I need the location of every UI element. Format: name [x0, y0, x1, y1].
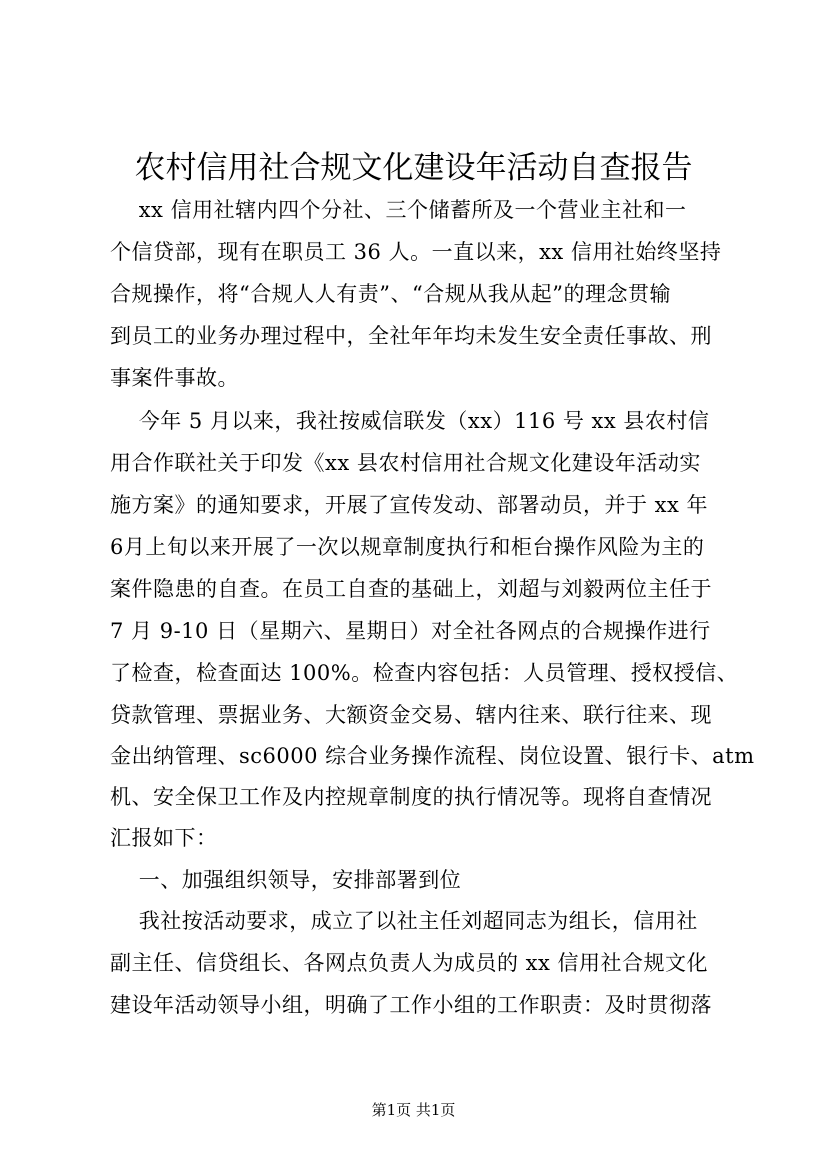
- body-line-7: 用合作联社关于印发《xx 县农村信用社合规文化建设年活动实: [110, 451, 701, 475]
- document-title: 农村信用社合规文化建设年活动自查报告: [134, 150, 693, 186]
- body-line-5: 事案件事故。: [110, 366, 239, 390]
- body-line-6: 今年 5 月以来，我社按威信联发（xx）116 号 xx 县农村信: [110, 409, 710, 433]
- page-footer: 第1页 共1页: [371, 1101, 456, 1119]
- body-line-10: 案件隐患的自查。在员工自查的基础上，刘超与刘毅两位主任于: [110, 577, 712, 601]
- body-line-20: 建设年活动领导小组，明确了工作小组的工作职责：及时贯彻落: [110, 993, 712, 1017]
- body-line-9: 6月上旬以来开展了一次以规章制度执行和柜台操作风险为主的: [110, 535, 705, 559]
- body-line-14: 金出纳管理、sc6000 综合业务操作流程、岗位设置、银行卡、atm: [110, 744, 755, 768]
- body-line-15: 机、安全保卫工作及内控规章制度的执行情况等。现将自查情况: [110, 785, 712, 809]
- body-line-1: xx 信用社辖内四个分社、三个储蓄所及一个营业主社和一: [110, 198, 687, 222]
- body-line-19: 副主任、信贷组长、各网点负责人为成员的 xx 信用社合规文化: [110, 951, 709, 975]
- body-line-3: 合规操作，将“合规人人有责”、“合规从我从起”的理念贯输: [110, 282, 671, 306]
- body-line-8: 施方案》的通知要求，开展了宣传发动、部署动员，并于 xx 年: [110, 493, 709, 517]
- body-line-12: 了检查，检查面达 100%。检查内容包括：人员管理、授权授信、: [110, 661, 739, 685]
- section-heading-1: 一、加强组织领导，安排部署到位: [110, 868, 462, 892]
- body-line-4: 到员工的业务办理过程中，全社年年均未发生安全责任事故、刑: [110, 324, 712, 348]
- body-line-13: 贷款管理、票据业务、大额资金交易、辖内往来、联行往来、现: [110, 703, 712, 727]
- body-line-18: 我社按活动要求，成立了以社主任刘超同志为组长，信用社: [110, 909, 698, 933]
- body-line-16: 汇报如下：: [110, 826, 218, 850]
- body-line-2: 个信贷部，现有在职员工 36 人。一直以来，xx 信用社始终坚持: [110, 240, 722, 264]
- body-line-11: 7 月 9-10 日（星期六、星期日）对全社各网点的合规操作进行: [110, 619, 711, 643]
